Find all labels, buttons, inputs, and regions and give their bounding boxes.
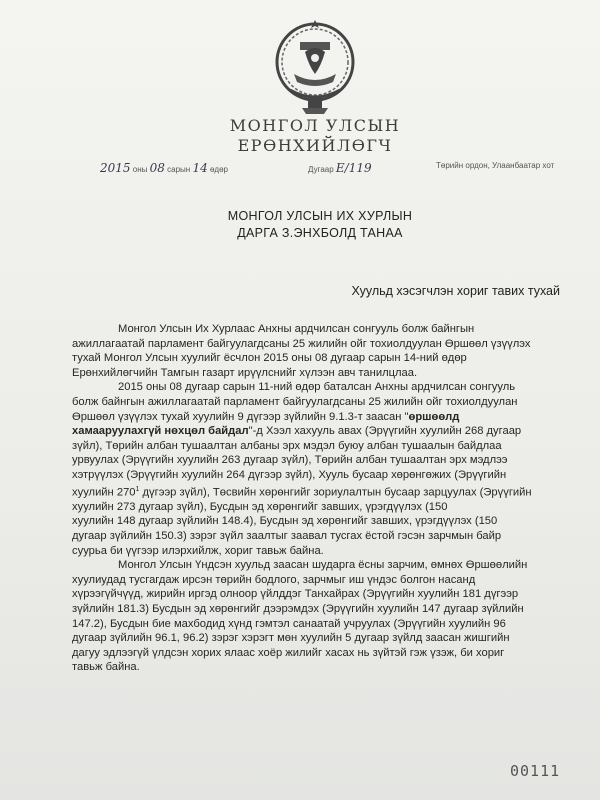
body-line: болж байнгын ажиллагаатай парламент байгуулагдсаны 25 жилийн ойг тохиолдуулан — [72, 395, 518, 408]
body-line: Ерөнхийлөгчийн Тамгын газарт ирүүлснийг хүлээн авч танилцлаа. — [72, 366, 418, 379]
body-line: зүйл), Төрийн албан тушаалтан албаны эрх мэдэл буюу албан тушаалын байдлаа — [72, 439, 502, 452]
body-line: хуулиудад тусгагдаж ирсэн төрийн бодлого, зарчмыг иш үндэс болгон насанд — [72, 573, 476, 586]
body-line: 2015 оны 08 дугаар сарын 11-ний өдөр баталсан Анхны ардчилсан сонгууль — [118, 381, 516, 394]
place-field: Төрийн ордон, Улаанбаатар хот — [436, 161, 555, 170]
body-line: хуулийн 273 дугаар зүйл), Бусдын эд хөрөнгийг завших, үрэгдүүлэх (150 — [72, 500, 448, 513]
body-line — [72, 424, 550, 439]
body-text-run: дүгээр зүйл), Төсвийн хөрөнгийг зориулалтын бусаар зарцуулах (Эрүүгийн — [139, 486, 532, 499]
body-line: 147.2), Бусдын бие махбодид хүнд гэмтэл санаатай учруулах (Эрүүгийн хуулийн 96 — [72, 617, 506, 630]
date-day: 14 — [192, 161, 208, 175]
date-month-suffix: сарын — [167, 165, 191, 174]
body-line: дугаар зүйлийн 96.1, 96.2) зэрэг хэрэгт мөн хуулийн 5 дугаар зүйлд заасан жишгийн — [72, 632, 510, 645]
state-emblem-icon — [270, 12, 360, 124]
date-year-suffix: оны — [132, 165, 148, 174]
body-line: хэтрүүлэх (Эрүүгийн хуулийн 264 дүгээр зүйл), Хууль бусаар хөрөнгөжих (Эрүүгийн — [72, 468, 507, 481]
addressee-line-2: ДАРГА З.ЭНХБОЛД ТАНАА — [237, 226, 403, 240]
body-line: хуулийн 148 дугаар зүйлийн 148.4), Бусдын эд хөрөнгийг завших, үрэгдүүлэх (150 — [72, 515, 498, 528]
body-bold-run: хамааруулахгүй нөхцөл байдал — [72, 425, 249, 438]
date-year: 2015 — [100, 161, 131, 175]
body-line: ажиллагаатай парламент байгуулагдсаны 25 жилийн ойг тохиолдуулан Өршөөл үзүүлэх — [72, 337, 531, 350]
body-text-run: Өршөөл үзүүлэх тухай хуулийн 9 дүгээр зүйлийн 9.1.3-т заасан " — [72, 410, 409, 423]
body-line: зүйлийн 181.3) Бусдын эд хөрөнгийг дээрэмдэх (Эрүүгийн хуулийн 147 дугаар зүйлийн — [72, 603, 524, 616]
body-line: хүрээгүйчүүд, жирийн иргэд олноор үйлддэг Танхайрах (Эрүүгийн хуулийн 181 дүгээр — [72, 588, 519, 601]
date-field — [100, 161, 228, 175]
date-month: 08 — [149, 161, 165, 175]
letter-subject: Хуульд хэсэгчлэн хориг тавих тухай — [351, 284, 560, 298]
body-line: тухай Монгол Улсын хуулийг ёсчлон 2015 оны 08 дугаар сарын 14-ний өдөр — [72, 352, 467, 365]
body-line: Монгол Улсын Үндсэн хуульд заасан шударга ёсны зарчим, өмнөх Өршөөлийн — [118, 559, 528, 572]
body-line: суурьа би үүгээр илэрхийлж, хориг тавьж байна. — [72, 544, 324, 557]
page-number: 00111 — [510, 762, 561, 780]
body-line — [72, 483, 550, 500]
body-line: Монгол Улсын Их Хурлаас Анхны ардчилсан сонгууль болж байнгын — [118, 323, 475, 335]
addressee-line-1: МОНГОЛ УЛСЫН ИХ ХУРЛЫН — [227, 209, 413, 223]
letter-body — [72, 322, 550, 675]
date-day-suffix: өдөр — [209, 165, 228, 174]
body-line: дугаар зүйлийн 150.3) зэрэг зүйл заалтыг заавал тусгах ёстой гэсэн зарчмын байр — [72, 530, 502, 543]
body-text-run: "-д Хээл хахууль авах (Эрүүгийн хуулийн 268 дугаар — [248, 425, 522, 438]
document-number: Е/119 — [335, 161, 372, 175]
document-number-field — [308, 161, 372, 175]
body-bold-run: өршөөлд — [408, 410, 460, 423]
body-line: урвуулах (Эрүүгийн хуулийн 263 дугаар зүйл), Төрийн албан тушаалтан эрх мэдлээ — [72, 454, 508, 467]
body-line: дагуу эдлээгүй үлдсэн хорих ялаас хоёр жилийг хасах нь зүйтэй гэж үзэж, би хориг — [72, 646, 505, 659]
number-label: Дугаар — [308, 165, 334, 174]
body-line — [72, 410, 550, 425]
superscript: 1 — [135, 485, 140, 493]
body-line: тавьж байна. — [72, 661, 140, 674]
letterhead-subtitle: ЕРӨНХИЙЛӨГЧ — [237, 136, 393, 155]
letterhead-title: МОНГОЛ УЛСЫН — [229, 116, 401, 135]
body-text-run: хуулийн 270 — [72, 486, 136, 499]
